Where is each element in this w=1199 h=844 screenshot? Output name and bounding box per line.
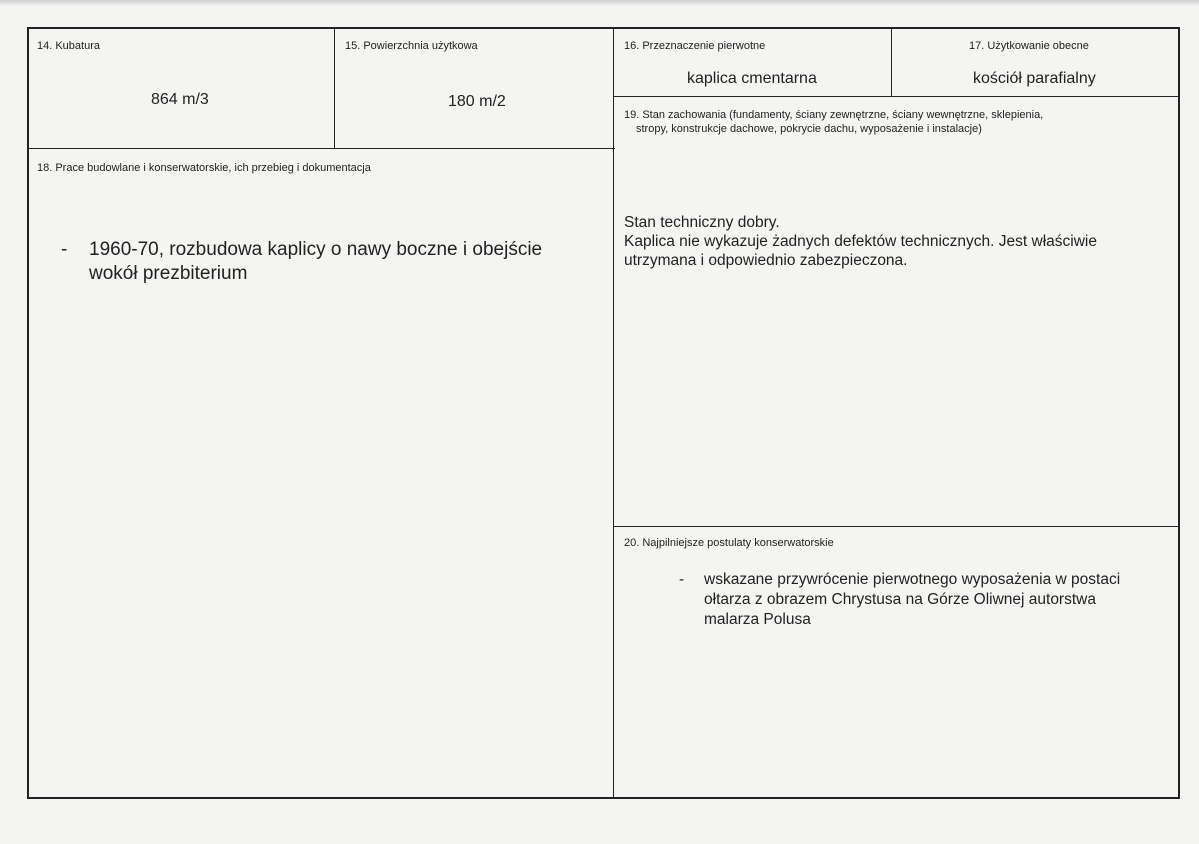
powierzchnia-value: 180 m/2 <box>448 93 506 110</box>
stan-label-2: stropy, konstrukcje dachowe, pokrycie dachu, wyposażenie i instalacje) <box>636 123 982 135</box>
divider <box>29 148 615 149</box>
postulaty-line-2: ołtarza z obrazem Chrystusa na Górze Oliwnej autorstwa <box>704 591 1096 608</box>
prace-label: 18. Prace budowlane i konserwatorskie, ich przebieg i dokumentacja <box>37 162 371 174</box>
prace-line-1: 1960-70, rozbudowa kaplicy o nawy boczne i obejście <box>89 239 543 260</box>
divider <box>334 29 335 149</box>
postulaty-line-3: malarza Polusa <box>704 611 811 628</box>
divider <box>613 29 614 799</box>
postulaty-bullet: - <box>679 571 685 588</box>
stan-label-1: 19. Stan zachowania (fundamenty, ściany zewnętrzne, ściany wewnętrzne, sklepienia, <box>624 109 1044 121</box>
prace-bullet: - <box>61 239 68 260</box>
postulaty-label: 20. Najpilniejsze postulaty konserwatorskie <box>624 537 834 549</box>
divider <box>613 96 1180 97</box>
divider <box>891 29 892 97</box>
postulaty-line-1: wskazane przywrócenie pierwotnego wyposażenia w postaci <box>704 571 1121 588</box>
stan-line-2: Kaplica nie wykazuje żadnych defektów technicznych. Jest właściwie <box>624 233 1097 250</box>
prace-line-2: wokół prezbiterium <box>89 263 248 284</box>
scan-edge <box>0 0 1199 6</box>
stan-line-3: utrzymana i odpowiednio zabezpieczona. <box>624 252 908 269</box>
przeznaczenie-value: kaplica cmentarna <box>687 70 817 87</box>
stan-line-1: Stan techniczny dobry. <box>624 214 780 231</box>
divider <box>613 526 1180 527</box>
powierzchnia-label: 15. Powierzchnia użytkowa <box>345 40 478 52</box>
uzytkowanie-value: kościół parafialny <box>973 70 1096 87</box>
kubatura-label: 14. Kubatura <box>37 40 100 52</box>
kubatura-value: 864 m/3 <box>151 91 209 108</box>
record-form <box>27 27 1180 799</box>
przeznaczenie-label: 16. Przeznaczenie pierwotne <box>624 40 766 52</box>
uzytkowanie-label: 17. Użytkowanie obecne <box>969 40 1089 52</box>
